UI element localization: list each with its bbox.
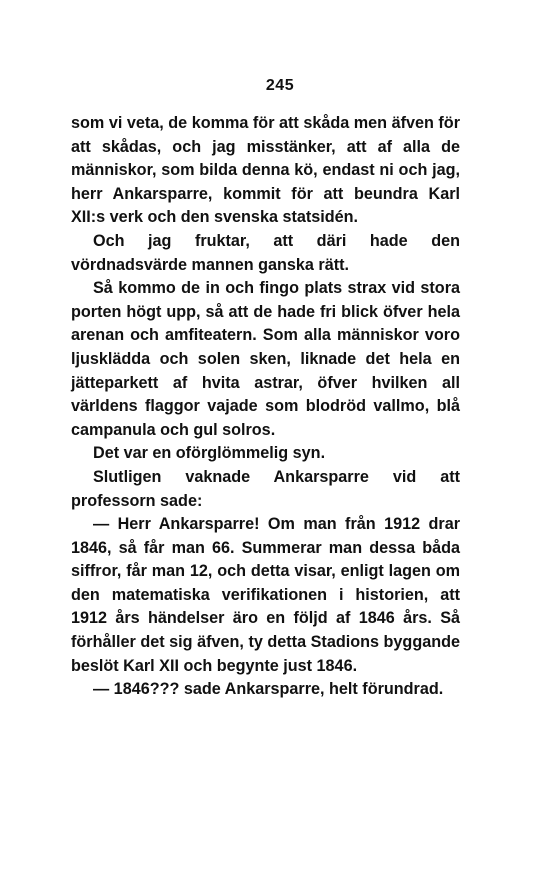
dialogue-paragraph: — 1846??? sade Ankarsparre, helt förundrad.: [93, 680, 444, 699]
dialogue-paragraph: — Herr Ankarsparre! Om man från 1912 drar 1846, så får man 66. Summerar man dessa båda siffror, får man 12, och detta visar, enligt lagen om den matematiska verifikationen i historien, att 1912 års händelser äro en följd af 1846 års. Så förhåller det sig äfven, ty detta Stadions byggande beslöt Karl XII och begynte just 1846.: [71, 515, 460, 675]
paragraph: Det var en oförglömmelig syn.: [93, 444, 326, 463]
paragraph-continuation: som vi veta, de komma för att skåda men äfven för att skådas, och jag misstänker, att af alla de människor, som bilda denna kö, endast ni och jag, herr Ankarsparre, kommit för att beundra Karl XII:s verk och den svenska statsidén.: [71, 114, 460, 227]
paragraph: Slutligen vaknade Ankarsparre vid att professorn sade:: [71, 467, 460, 510]
page-number: 245: [265, 77, 295, 94]
body-text: [71, 112, 460, 702]
paragraph: Så kommo de in och fingo plats strax vid stora porten högt upp, så att de hade fri blick öfver hela arenan och amfiteatern. Som alla människor voro ljusklädda och solen sken, liknade det hela en jätteparkett af hvita astrar, öfver hvilken all världens flaggor vajade som blodröd vallmo, blå campanula och gul solros.: [71, 279, 460, 439]
paragraph: Och jag fruktar, att däri hade den vördnadsvärde mannen ganska rätt.: [71, 231, 460, 274]
